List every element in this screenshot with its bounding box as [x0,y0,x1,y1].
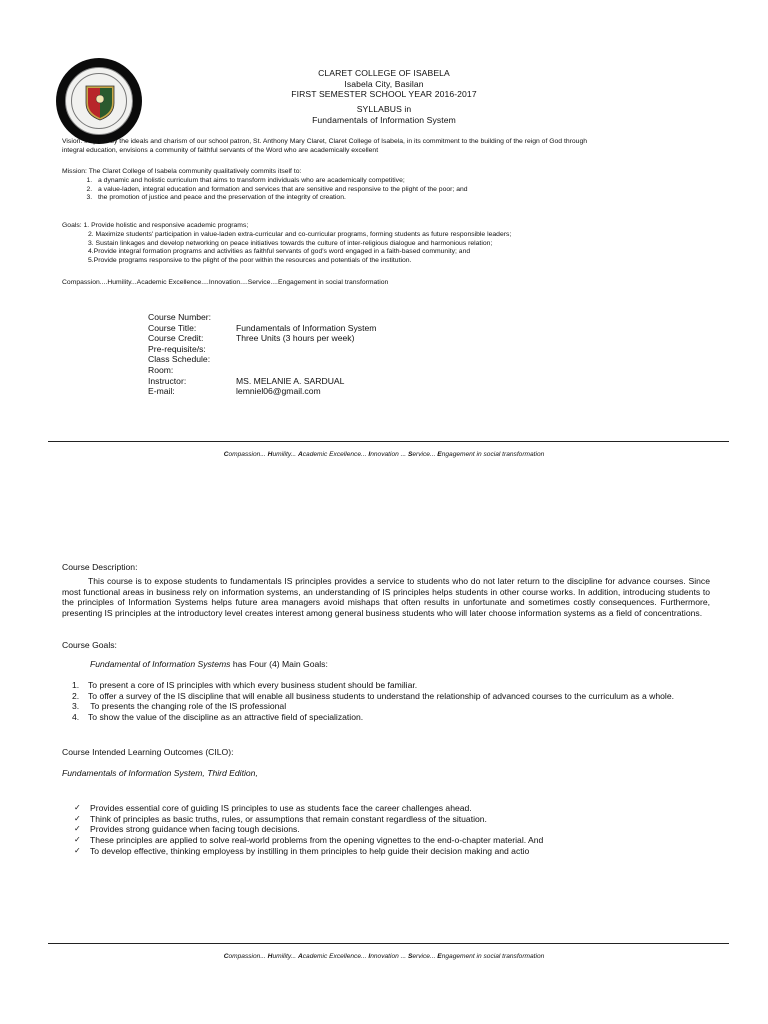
goal-text: To presents the changing role of the IS professional [88,701,287,712]
cilo-book-title: Fundamentals of Information System, Third Edition, [62,768,258,778]
course-goals-list [72,680,722,723]
footer-initial: C [223,451,229,458]
footer-word: nnovation ... [370,953,408,960]
footer-word: ngagement in social transformation [441,953,545,960]
footer-initial: H [267,953,273,960]
goal-number: 2. [72,690,80,701]
course-description-body: This course is to expose students to fundamentals IS principles provides a service to students who do not later return to the discipline for advance courses. Since most functional areas in business rely on information systems, an understanding of IS principles helps students in other course works. In addition, introducing students to the principles of Information Systems helps future area managers avoid mishaps that often results in unfortunate and sometimes costly consequences. Furthermore, presenting IS principles at the introductory level creates interest among general business students who will later choose information systems as a field of concentrations. [62,576,710,619]
footer-word: cademic Excellence... [302,451,369,458]
course-goal-item [72,701,722,712]
cilo-item [74,803,724,814]
course-credit-value: Three Units (3 hours per week) [236,333,355,344]
footer-word: cademic Excellence... [302,953,369,960]
cilo-item [74,835,724,846]
check-icon: ✓ [74,803,81,812]
footer-word: ompassion... [228,953,268,960]
email-value: lemniel06@gmail.com [236,386,321,397]
check-icon: ✓ [74,835,81,845]
course-name-heading: Fundamentals of Information System [312,114,456,125]
footer-word: umility... [272,953,298,960]
check-icon: ✓ [74,845,81,855]
course-number-label: Course Number: [148,312,212,322]
check-icon: ✓ [74,813,81,823]
email-label: E-mail: [148,386,175,397]
college-name: CLARET COLLEGE OF ISABELA [318,68,450,78]
cilo-item [74,846,724,857]
schedule-label: Class Schedule: [148,354,211,365]
course-goal-item [72,712,722,723]
institutional-goals [62,222,712,266]
mission-item: 3. the promotion of justice and peace and the preservation of the integrity of creation. [94,194,712,203]
page-footer [0,451,768,458]
room-label: Room: [148,364,174,375]
vision-statement [62,138,712,156]
footer-initial: S [407,451,413,458]
core-values-line: Compassion....Humility...Academic Excellence....Innovation....Service....Engagement in social transformation [62,279,389,286]
course-title-label: Course Title: [148,322,197,333]
instructor-label: Instructor: [148,375,187,386]
cilo-list [74,803,724,857]
footer-word: ngagement in social transformation [441,451,545,458]
footer-initial: E [437,451,442,458]
goal-item: 2. Maximize students' participation in value-laden extra-curricular and co-curricular programs, forming students as future responsible leaders; [88,230,512,238]
document-header [0,68,768,126]
footer-word: nnovation ... [370,451,408,458]
footer-initial: A [297,953,303,960]
cilo-text: Think of principles as basic truths, rules, or assumptions that remain constant regardless of the situation. [90,813,487,824]
course-description-text [62,576,710,619]
course-title-value: Fundamentals of Information System [236,322,377,333]
cilo-text: To develop effective, thinking employess by instilling in them principles to help guide their decision making and actio [90,845,530,856]
cilo-item [74,824,724,835]
goal-text: To offer a survey of the IS discipline that will enable all business students to understand the relationship of advanced courses to the curriculum as a whole. [88,690,674,701]
mission-statement [62,168,712,203]
instructor-value: MS. MELANIE A. SARDUAL [236,375,345,386]
course-goals-heading: Course Goals: [62,640,117,650]
college-location: Isabela City, Basilan [344,78,424,89]
footer-initial: S [407,953,413,960]
footer-initial: I [368,953,371,960]
semester-line: FIRST SEMESTER SCHOOL YEAR 2016-2017 [291,89,477,100]
footer-word: ervice... [412,451,438,458]
course-goals-intro [90,659,328,670]
cilo-text: Provides essential core of guiding IS principles to use as students face the career challenges ahead. [90,803,472,813]
footer-initial: I [368,451,371,458]
cilo-heading: Course Intended Learning Outcomes (CILO): [62,747,234,757]
goal-item-1: Goals: 1. Provide holistic and responsive academic programs; [62,222,249,229]
goal-number: 1. [72,680,80,690]
page-divider [48,441,729,442]
cilo-text: Provides strong guidance when facing tough decisions. [90,824,300,835]
mission-item: 1. a dynamic and holistic curriculum that aims to transform individuals who are academically competitive; [94,177,712,186]
goal-item: 3. Sustain linkages and develop networking on peace initiatives towards the culture of inter-religious dialogue and harmonious relation; [88,239,493,247]
course-credit-label: Course Credit: [148,333,204,344]
prerequisite-label: Pre-requisite/s: [148,343,206,354]
goal-item: 5.Provide programs responsive to the plight of the poor within the resources and potentials of the institution. [88,257,412,265]
course-goals-book: Fundamental of Information Systems [90,659,231,669]
vision-line-2: integral education, envisions a community of faithful servants of the Word who are academically excellent [62,146,379,154]
check-icon: ✓ [74,824,81,834]
page-divider [48,943,729,944]
goal-number: 4. [72,712,80,723]
goal-text: To show the value of the discipline as an attractive field of specialization. [88,712,364,723]
page-footer [0,953,768,960]
footer-initial: A [297,451,303,458]
mission-intro: Mission: The Claret College of Isabela community qualitatively commits itself to: [62,168,302,175]
course-goal-item [72,680,722,691]
footer-word: ompassion... [228,451,268,458]
footer-initial: E [437,953,442,960]
goal-text: To present a core of IS principles with which every business student should be familiar. [88,680,418,690]
vision-line-1: Vision: Inspired by the ideals and charism of our school patron, St. Anthony Mary Claret, Claret College of Isabela, in its commitment to the building of the reign of God through [62,138,588,145]
course-description-heading: Course Description: [62,562,138,572]
course-goal-item [72,691,722,702]
goal-number: 3. [72,701,80,712]
footer-initial: H [267,451,273,458]
footer-initial: C [223,953,229,960]
goal-item: 4.Provide integral formation programs and activities as faithful servants of god's word engaged in a faith-based community; and [88,248,471,256]
course-goals-count: has Four (4) Main Goals: [230,659,328,669]
cilo-item [74,814,724,825]
cilo-text: These principles are applied to solve real-world problems from the opening vignettes to the end-o-chapter material. And [90,835,544,846]
mission-item: 2. a value-laden, integral education and formation and services that are sensitive and responsive to the plight of the poor; and [94,186,712,195]
course-info-block [148,312,376,397]
syllabus-in: SYLLABUS in [356,104,412,115]
footer-word: ervice... [412,953,438,960]
footer-word: umility... [272,451,298,458]
